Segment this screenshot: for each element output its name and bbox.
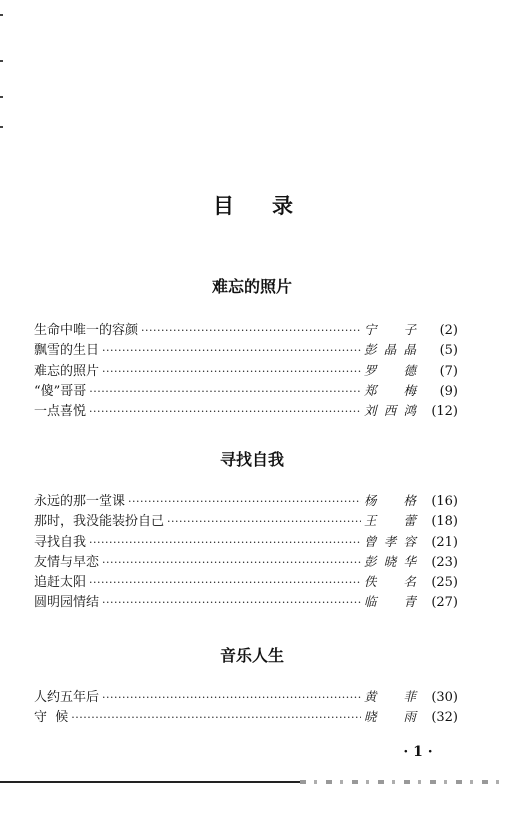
leader-dots — [128, 492, 361, 512]
entry-page: (5) — [439, 343, 458, 359]
entry-author: 临青 — [364, 594, 416, 610]
entry-title: 圆明园情结 — [34, 595, 100, 611]
entry-author: 晓雨 — [364, 709, 416, 725]
leader-dots — [102, 688, 361, 708]
entry-page: (2) — [439, 323, 458, 338]
page-title-right: 录 — [272, 194, 293, 218]
entry-author: 曾孝容 — [364, 533, 416, 549]
toc-entry[interactable] — [34, 707, 458, 727]
entry-page: (21) — [431, 534, 458, 550]
entry-author: 杨格 — [364, 493, 416, 508]
toc-entry[interactable] — [34, 552, 458, 572]
edge-mark — [0, 60, 3, 62]
edge-mark — [0, 126, 3, 128]
entry-title: 永远的那一堂课 — [34, 494, 126, 509]
leader-dots — [71, 708, 361, 728]
leader-dots — [89, 533, 361, 553]
bottom-rule — [0, 781, 300, 783]
entry-page: (25) — [431, 575, 458, 591]
toc-entry[interactable] — [34, 532, 458, 552]
toc-entry[interactable] — [34, 572, 458, 592]
page-title-left: 目 — [213, 194, 234, 218]
page-title — [0, 190, 506, 220]
entry-page: (30) — [431, 690, 458, 705]
entry-author: 宁子 — [364, 322, 416, 337]
leader-dots — [89, 382, 361, 402]
entry-page: (16) — [431, 494, 458, 509]
entry-page: (9) — [439, 383, 458, 399]
scan-artifact — [300, 780, 500, 784]
entry-title: 那时，我没能装扮自己 — [34, 514, 165, 530]
toc-section — [34, 645, 458, 728]
entry-page: (27) — [431, 595, 458, 611]
entry-author: 罗德 — [364, 362, 416, 378]
leader-dots — [89, 573, 361, 593]
section-heading: 寻找自我 — [219, 450, 284, 469]
section-heading: 音乐人生 — [219, 646, 284, 665]
entry-list — [34, 491, 458, 613]
toc-entry[interactable] — [34, 361, 458, 381]
leader-dots — [102, 341, 361, 361]
toc-entry[interactable] — [34, 381, 458, 401]
toc-entry[interactable] — [34, 401, 458, 421]
leader-dots — [102, 593, 361, 613]
section-heading: 难忘的照片 — [211, 277, 292, 296]
toc-entry[interactable] — [34, 592, 458, 612]
toc-entry[interactable] — [34, 320, 458, 340]
entry-author: 郑梅 — [364, 382, 416, 398]
entry-author: 王蕾 — [364, 513, 416, 529]
leader-dots — [102, 362, 361, 382]
toc-entry[interactable] — [34, 511, 458, 531]
toc-section — [34, 449, 458, 613]
entry-title: 人约五年后 — [34, 690, 100, 705]
leader-dots — [141, 321, 361, 341]
toc-entry[interactable] — [34, 491, 458, 511]
entry-author: 刘西鸿 — [364, 403, 416, 419]
entry-title: 追赶太阳 — [34, 575, 87, 591]
edge-mark — [0, 14, 3, 16]
entry-title: 寻找自我 — [34, 534, 87, 550]
leader-dots — [167, 512, 361, 532]
entry-list — [34, 320, 458, 421]
entry-author: 彭晓华 — [364, 553, 416, 569]
page-number: · 1 · — [403, 744, 433, 760]
entry-title: “傻”哥哥 — [34, 383, 87, 399]
entry-title: 一点喜悦 — [34, 404, 87, 420]
entry-page: (12) — [431, 404, 458, 420]
leader-dots — [89, 402, 361, 422]
edge-mark — [0, 96, 3, 98]
toc-section — [34, 276, 458, 421]
entry-title: 难忘的照片 — [34, 363, 100, 379]
entry-title: 守 候 — [34, 710, 69, 726]
entry-title: 友情与早恋 — [34, 554, 100, 570]
entry-page: (18) — [431, 514, 458, 530]
entry-page: (32) — [431, 710, 458, 726]
entry-page: (7) — [439, 363, 458, 379]
entry-list — [34, 687, 458, 728]
entry-author: 黄菲 — [364, 689, 416, 704]
entry-title: 飘雪的生日 — [34, 343, 100, 359]
entry-title: 生命中唯一的容颜 — [34, 323, 139, 338]
entry-author: 彭晶晶 — [364, 342, 416, 358]
toc-entry[interactable] — [34, 687, 458, 707]
entry-author: 佚名 — [364, 574, 416, 590]
leader-dots — [102, 553, 361, 573]
entry-page: (23) — [431, 554, 458, 570]
toc-entry[interactable] — [34, 340, 458, 360]
